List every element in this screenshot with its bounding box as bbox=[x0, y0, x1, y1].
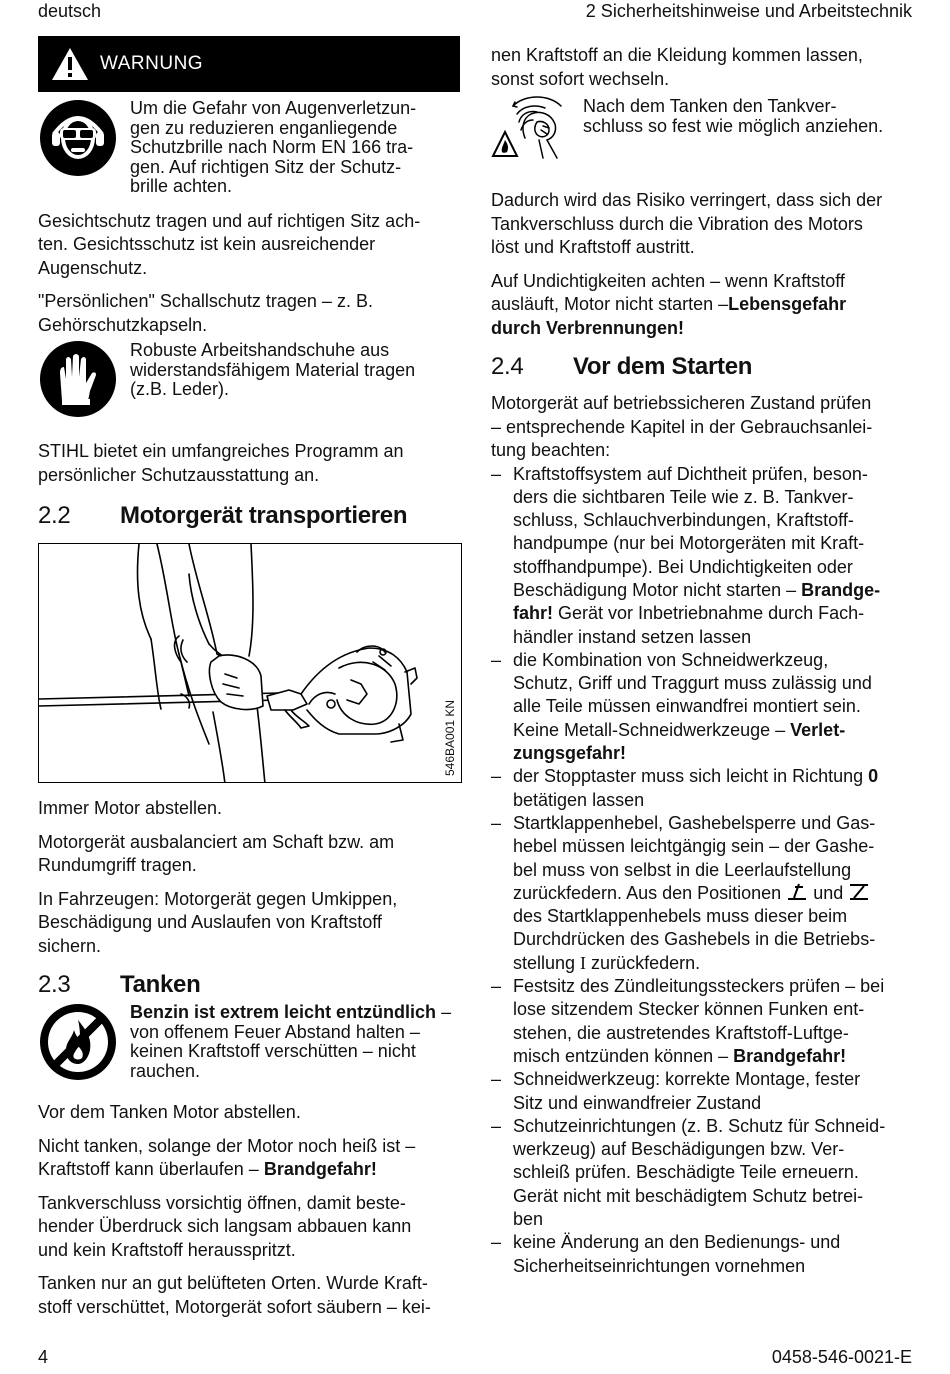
checklist bbox=[491, 463, 915, 1278]
line: schleiß prüfen. Beschädigte Teile erneuern. bbox=[513, 1162, 859, 1183]
line: Kraftstoffsystem auf Dichtheit prüfen, beson- bbox=[513, 463, 868, 484]
section-title: Vor dem Starten bbox=[573, 353, 753, 380]
line: Auf Undichtigkeiten achten – wenn Kraftstoff bbox=[491, 270, 845, 291]
line: nen Kraftstoff an die Kleidung kommen lassen, bbox=[491, 45, 863, 65]
warning-triangle-icon bbox=[50, 46, 90, 82]
line: Festsitz des Zündleitungssteckers prüfen – bei bbox=[513, 976, 885, 997]
transport-illustration bbox=[38, 543, 462, 783]
ventilation-text bbox=[38, 1272, 460, 1319]
goggles-line: brille achten. bbox=[130, 176, 233, 196]
person-carrying-trimmer-illustration bbox=[39, 544, 462, 783]
section-number: 2.2 bbox=[38, 502, 71, 529]
line: Gerät vor Inbetriebnahme durch Fach- bbox=[553, 603, 865, 624]
line: und kein Kraftstoff herausspritzt. bbox=[38, 1239, 296, 1260]
line: Sicherheitseinrichtungen vornehmen bbox=[513, 1255, 806, 1276]
list-item bbox=[491, 1068, 915, 1115]
right-column bbox=[491, 44, 915, 1278]
header-language: deutsch bbox=[38, 1, 102, 21]
petrol-line: keinen Kraftstoff verschütten – nicht bbox=[130, 1041, 416, 1061]
no-fire-icon bbox=[38, 1002, 118, 1082]
goggles-line: gen. Auf richtigen Sitz der Schutz- bbox=[130, 156, 402, 177]
fire-hazard-bold: fahr! bbox=[513, 603, 553, 624]
line: persönlicher Schutzausstattung an. bbox=[38, 464, 320, 485]
clothing-text bbox=[491, 44, 915, 91]
line: Schutzeinrichtungen (z. B. Schutz für Schneid- bbox=[513, 1115, 886, 1136]
line: der Stopptaster muss sich leicht in Richtung bbox=[513, 766, 869, 787]
line: Tanken nur an gut belüfteten Orten. Wurde Kraft- bbox=[38, 1273, 428, 1293]
gloves-line: widerstandsfähigem Material tragen bbox=[130, 359, 416, 380]
line: Motorgerät auf betriebssicheren Zustand prüfen bbox=[491, 393, 872, 413]
danger-bold: durch Verbrennungen! bbox=[491, 317, 685, 338]
gloves-line: (z.B. Leder). bbox=[130, 379, 230, 399]
section-title: Motorgerät transportieren bbox=[120, 502, 408, 529]
injury-hazard-bold: Verlet- bbox=[790, 719, 846, 740]
hot-engine-text bbox=[38, 1135, 460, 1182]
section-number: 2.4 bbox=[491, 353, 524, 380]
line: Gerät nicht mit beschädigtem Schutz betrei- bbox=[513, 1185, 864, 1206]
line: Motorgerät ausbalanciert am Schaft bzw. am bbox=[38, 831, 395, 852]
warning-banner bbox=[38, 36, 460, 92]
line: Augenschutz. bbox=[38, 257, 148, 278]
safety-goggles-icon bbox=[38, 98, 118, 178]
choke-closed-icon bbox=[848, 883, 870, 901]
list-item bbox=[491, 812, 915, 975]
line: Rundumgriff tragen. bbox=[38, 855, 197, 875]
list-item bbox=[491, 975, 915, 1068]
header-chapter: 2 Sicherheitshinweise und Arbeitstechnik bbox=[585, 1, 912, 21]
document-code: 0458-546-0021-E bbox=[771, 1347, 912, 1367]
line: Beschädigung Motor nicht starten – bbox=[513, 579, 802, 600]
before-tank-text: Vor dem Tanken Motor abstellen. bbox=[38, 1102, 301, 1122]
stihl-text bbox=[38, 440, 460, 487]
line: hebel müssen leichtgängig sein – der Gashe- bbox=[513, 836, 875, 857]
line: Kraftstoff kann überlaufen – bbox=[38, 1159, 264, 1179]
motor-off-text: Immer Motor abstellen. bbox=[38, 798, 223, 818]
page-number: 4 bbox=[38, 1347, 49, 1367]
line: "Persönlichen" Schallschutz tragen – z. B. bbox=[38, 291, 373, 311]
line: stoff verschüttet, Motorgerät sofort säubern – kei- bbox=[38, 1296, 431, 1317]
line: ten. Gesichtsschutz ist kein ausreichender bbox=[38, 234, 376, 254]
line: STIHL bietet ein umfangreiches Programm an bbox=[38, 441, 404, 461]
line: misch entzünden können – bbox=[513, 1045, 734, 1066]
line: schluss, Schlauchverbindungen, Kraftstoff- bbox=[513, 510, 854, 531]
warning-label: WARNUNG bbox=[100, 53, 204, 74]
line: betätigen lassen bbox=[513, 789, 645, 810]
tighten-cap-block bbox=[491, 92, 915, 167]
figure-code: 546BA001 KN bbox=[443, 699, 457, 776]
fire-hazard-bold: Brandge- bbox=[801, 579, 881, 600]
line: lose sitzendem Stecker können Funken ent- bbox=[513, 999, 865, 1020]
line: sonst sofort wechseln. bbox=[491, 68, 670, 89]
balance-text bbox=[38, 831, 460, 878]
section-number: 2.3 bbox=[38, 971, 71, 998]
left-column bbox=[38, 36, 460, 1319]
line: Schutz, Griff und Traggurt muss zulässig und bbox=[513, 673, 872, 694]
line: bel muss von selbst in die Leerlaufstellung bbox=[513, 859, 852, 880]
ear-protection-text bbox=[38, 290, 460, 337]
face-protection-text bbox=[38, 210, 460, 281]
line: Durchdrücken des Gashebels in die Betriebs- bbox=[513, 929, 876, 950]
line: Gehörschutzkapseln. bbox=[38, 314, 208, 335]
injury-hazard-bold: zungsgefahr! bbox=[513, 743, 627, 764]
line: des Startklappenhebels muss dieser beim bbox=[513, 906, 848, 927]
line: Beschädigung und Auslaufen von Kraftstoff bbox=[38, 912, 382, 932]
gloves-block bbox=[38, 339, 460, 424]
line: Tankverschluss vorsichtig öffnen, damit beste- bbox=[38, 1192, 406, 1213]
gloves-line: Robuste Arbeitshandschuhe aus bbox=[130, 340, 390, 360]
goggles-block bbox=[38, 98, 460, 197]
section-2-3-heading bbox=[38, 970, 460, 1000]
list-item bbox=[491, 1115, 915, 1231]
tank-cap-text bbox=[38, 1192, 460, 1263]
list-item bbox=[491, 1231, 915, 1278]
line: keine Änderung an den Bedienungs- und bbox=[513, 1232, 841, 1253]
section-2-2-heading bbox=[38, 501, 460, 531]
tighten-line: schluss so fest wie möglich anziehen. bbox=[583, 115, 884, 136]
petrol-warning-bold: Benzin ist extrem leicht entzündlich bbox=[130, 1002, 437, 1022]
line: Sitz und einwandfreier Zustand bbox=[513, 1092, 762, 1113]
fuel-cap-tighten-icon bbox=[491, 92, 577, 162]
line: die Kombination von Schneidwerkzeug, bbox=[513, 649, 829, 670]
stop-position-bold: 0 bbox=[868, 766, 879, 787]
line: ben bbox=[513, 1209, 544, 1229]
line: In Fahrzeugen: Motorgerät gegen Umkippen, bbox=[38, 888, 398, 909]
line: stellung bbox=[513, 952, 581, 973]
line: Gesichtschutz tragen und auf richtigen Sitz ach- bbox=[38, 210, 421, 231]
line: ausläuft, Motor nicht starten – bbox=[491, 294, 729, 314]
line: stoffhandpumpe). Bei Undichtigkeiten oder bbox=[513, 556, 853, 577]
line: zurückfedern. bbox=[586, 952, 701, 973]
danger-bold: Lebensgefahr bbox=[728, 294, 847, 314]
intro-text bbox=[491, 392, 915, 463]
line: händler instand setzen lassen bbox=[513, 626, 752, 647]
vehicle-text bbox=[38, 888, 460, 959]
line: werkzeug) auf Beschädigungen bzw. Ver- bbox=[513, 1139, 845, 1160]
line: handpumpe (nur bei Motorgeräten mit Kraft- bbox=[513, 533, 865, 554]
line: Nicht tanken, solange der Motor noch heiß ist – bbox=[38, 1135, 416, 1156]
line: – bbox=[436, 1002, 452, 1022]
line: – entsprechende Kapitel in der Gebrauchsanlei- bbox=[491, 416, 873, 437]
section-title: Tanken bbox=[120, 971, 201, 998]
line: Keine Metall-Schneidwerkzeuge – bbox=[513, 719, 791, 740]
petrol-line: rauchen. bbox=[130, 1060, 201, 1081]
line: ders die sichtbaren Teile wie z. B. Tankver- bbox=[513, 486, 854, 507]
goggles-line: gen zu reduzieren enganliegende bbox=[130, 117, 398, 138]
line: tung beachten: bbox=[491, 440, 611, 460]
risk-text bbox=[491, 189, 915, 260]
line: und bbox=[808, 882, 849, 903]
line: Startklappenhebel, Gashebelsperre und Gas- bbox=[513, 812, 876, 833]
list-item bbox=[491, 765, 915, 812]
line: löst und Kraftstoff austritt. bbox=[491, 237, 695, 257]
tighten-line: Nach dem Tanken den Tankver- bbox=[583, 96, 837, 116]
line: hender Überdruck sich langsam abbauen kann bbox=[38, 1216, 412, 1236]
line: Tankverschluss durch die Vibration des Motors bbox=[491, 213, 863, 234]
line: sichern. bbox=[38, 935, 102, 956]
section-2-4-heading bbox=[491, 352, 915, 382]
line: stehen, die austretendes Kraftstoff-Luftge- bbox=[513, 1022, 849, 1043]
goggles-line: Schutzbrille nach Norm EN 166 tra- bbox=[130, 137, 414, 157]
leak-text bbox=[491, 270, 915, 341]
run-position-symbol: I bbox=[580, 952, 587, 973]
goggles-line: Um die Gefahr von Augenverletzun- bbox=[130, 98, 417, 118]
fire-hazard-bold: Brandgefahr! bbox=[263, 1159, 377, 1179]
choke-start-icon bbox=[786, 883, 808, 901]
fire-hazard-bold: Brandgefahr! bbox=[733, 1045, 847, 1066]
list-item bbox=[491, 649, 915, 765]
line: alle Teile müssen einwandfrei montiert sein. bbox=[513, 696, 861, 717]
line: Schneidwerkzeug: korrekte Montage, fester bbox=[513, 1069, 861, 1090]
list-item bbox=[491, 463, 915, 649]
petrol-block bbox=[38, 1002, 460, 1087]
petrol-line: von offenem Feuer Abstand halten – bbox=[130, 1021, 420, 1042]
line: zurückfedern. Aus den Positionen bbox=[513, 882, 787, 903]
gloves-icon bbox=[38, 339, 118, 419]
petrol-line bbox=[130, 1003, 460, 1023]
line: Dadurch wird das Risiko verringert, dass sich der bbox=[491, 190, 883, 210]
